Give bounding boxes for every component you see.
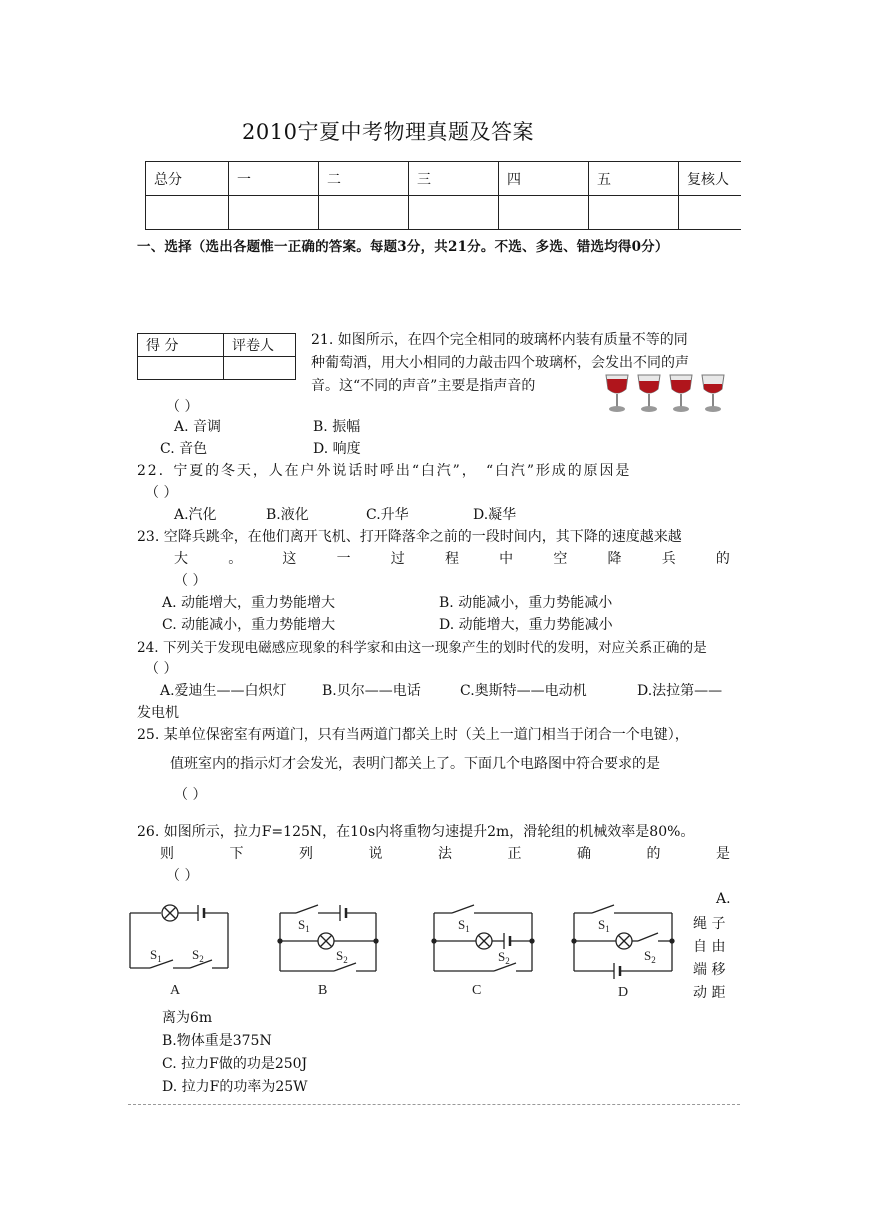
q25-line2: 值班室内的指示灯才会发光，表明门都关上了。下面几个电路图中符合要求的是: [170, 756, 660, 772]
circuit-a-s2: S: [192, 947, 200, 962]
q22-option-d: D.凝华: [473, 507, 517, 523]
q26-line1: 26. 如图所示，拉力F=125N，在10s内将重物匀速提升2m，滑轮组的机械效率是80%。: [137, 824, 695, 840]
score-cell: [679, 196, 742, 230]
grader-cell: [138, 357, 224, 380]
score-header-3: 三: [409, 162, 499, 196]
q21-paren: （ ）: [166, 399, 199, 415]
q26-option-b: B.物体重是375N: [162, 1033, 272, 1049]
circuit-b-s1: S: [298, 917, 306, 932]
q26-option-a-side-1: 绳 子: [693, 916, 726, 932]
q26-word: 确: [577, 846, 591, 862]
q26-option-a-side-2: 自 由: [693, 939, 726, 955]
svg-text:S1: $S_1$: [150, 947, 162, 964]
q26-word: 列: [299, 846, 313, 862]
q22-option-a: A.汽化: [174, 507, 217, 523]
q21-option-b: B. 振幅: [313, 419, 361, 435]
q26-word: 法: [438, 846, 452, 862]
circuit-b: [278, 905, 378, 998]
grader-table: [137, 333, 296, 380]
q26-word: 是: [716, 846, 730, 862]
q21-option-d: D. 响度: [313, 441, 361, 457]
q24-option-c: C.奥斯特——电动机: [460, 683, 587, 699]
score-cell: [589, 196, 679, 230]
score-table-header-row: [146, 162, 742, 196]
score-cell: [146, 196, 229, 230]
q26-option-c: C. 拉力F做的功是250J: [162, 1056, 308, 1072]
wine-glass-4: [702, 375, 724, 412]
switch-s1-icon: [592, 905, 614, 913]
score-header-reviewer: 复核人: [679, 162, 742, 196]
q22-line1: 22. 宁夏的冬天，人在户外说话时呼出“白汽”， “白汽”形成的原因是: [137, 463, 632, 479]
svg-text:S2: $S_2$: [644, 948, 656, 965]
q23-word: 。: [228, 551, 243, 567]
score-header-5: 五: [589, 162, 679, 196]
q24-option-d: D.法拉第——: [637, 683, 723, 699]
svg-text:S1: $S_1$: [458, 917, 470, 934]
wine-glass-1: [606, 375, 628, 412]
circuit-label-a: A: [170, 983, 181, 998]
q26-option-d: D. 拉力F的功率为25W: [162, 1079, 308, 1095]
wine-glass-3: [670, 375, 692, 412]
circuit-d: [572, 905, 674, 1000]
q24-option-a: A.爱迪生——白炽灯: [160, 683, 287, 699]
grader-header-score: 得 分: [138, 334, 224, 357]
q23-word: 降: [607, 551, 622, 567]
circuit-a-s1: S: [150, 947, 158, 962]
svg-text:S2: $S_2$: [498, 949, 510, 966]
q23-word: 中: [499, 551, 514, 567]
q26-word: 下: [229, 846, 244, 862]
grader-cell: [224, 357, 296, 380]
q23-word: 程: [444, 551, 459, 567]
switch-s1-icon: [296, 905, 318, 913]
grader-header-grader: 评卷人: [224, 334, 296, 357]
q24-paren: （ ）: [145, 661, 178, 677]
q23-word: 大: [174, 551, 188, 567]
q26-option-a-side-0: A.: [716, 891, 731, 907]
score-table: [145, 161, 741, 230]
q24-option-d-cont: 发电机: [137, 705, 179, 721]
q26-option-a-cont: 离为6m: [162, 1010, 213, 1026]
q23-option-d: D. 动能增大，重力势能减小: [439, 617, 613, 633]
q26-option-a-side-4: 动 距: [693, 985, 726, 1001]
q23-word: 一: [336, 551, 351, 567]
q21-line1: 21. 如图所示，在四个完全相同的玻璃杯内装有质量不等的同: [311, 332, 688, 348]
q21-line3: 音。这“不同的声音”主要是指声音的: [311, 378, 536, 394]
q23-paren: （ ）: [174, 573, 207, 589]
score-cell: [409, 196, 499, 230]
circuit-a: [130, 905, 228, 998]
score-cell: [319, 196, 409, 230]
circuit-b-s2: S: [336, 948, 344, 963]
q26-word: 则: [160, 846, 174, 862]
q26-word: 说: [368, 846, 383, 862]
svg-text:S1: $S_1$: [598, 917, 610, 934]
svg-text:S2: $S_2$: [336, 948, 348, 965]
wine-glasses-image: [604, 373, 726, 415]
score-header-4: 四: [499, 162, 589, 196]
q23-line2: [174, 548, 730, 568]
q21-option-c: C. 音色: [160, 441, 208, 457]
q22-option-c: C.升华: [366, 507, 409, 523]
switch-s2-icon: [638, 933, 658, 941]
q23-word: 过: [390, 551, 405, 567]
q23-option-b: B. 动能减小，重力势能减小: [439, 595, 613, 611]
section-heading: 一、选择（选出各题惟一正确的答案。每题3分，共21分。不选、多选、错选均得0分）: [137, 239, 669, 255]
circuit-diagrams: [128, 893, 680, 1005]
q26-paren: （ ）: [166, 868, 199, 884]
q23-word: 兵: [661, 551, 676, 567]
score-header-1: 一: [229, 162, 319, 196]
q23-word: 空: [553, 551, 568, 567]
q26-word: 正: [507, 846, 522, 862]
q23-line1: 23. 空降兵跳伞，在他们离开飞机、打开降落伞之前的一段时间内，其下降的速度越来越: [137, 529, 682, 545]
score-table-empty-row: [146, 196, 742, 230]
page-divider: [128, 1104, 740, 1105]
circuit-d-s1: S: [598, 917, 606, 932]
switch-s1-icon: [452, 905, 474, 913]
q23-option-c: C. 动能减小，重力势能增大: [162, 617, 336, 633]
score-header-total: 总分: [146, 162, 229, 196]
q26-option-a-side-3: 端 移: [693, 962, 726, 978]
score-header-2: 二: [319, 162, 409, 196]
q23-word: 这: [282, 551, 297, 567]
q23-word: 的: [715, 551, 730, 567]
circuit-label-c: C: [472, 983, 482, 998]
page-title: 2010宁夏中考物理真题及答案: [242, 120, 534, 144]
wine-glass-2: [638, 375, 660, 412]
q25-line1: 25. 某单位保密室有两道门，只有当两道门都关上时（关上一道门相当于闭合一个电键），: [137, 727, 689, 743]
q21-line2: 种葡萄酒，用大小相同的力敲击四个玻璃杯，会发出不同的声: [311, 355, 689, 371]
circuit-c-s1: S: [458, 917, 466, 932]
svg-text:S1: $S_1$: [298, 917, 310, 934]
q24-option-b: B.贝尔——电话: [322, 683, 421, 699]
q26-line2: [160, 843, 730, 863]
circuit-label-d: D: [618, 985, 629, 1000]
q26-word: 的: [646, 846, 661, 862]
q25-paren: （ ）: [174, 787, 207, 803]
q22-option-b: B.液化: [266, 507, 309, 523]
svg-text:S2: $S_2$: [192, 947, 204, 964]
circuit-c-s2: S: [498, 949, 506, 964]
q23-option-a: A. 动能增大，重力势能增大: [162, 595, 336, 611]
circuit-label-b: B: [318, 983, 328, 998]
circuit-d-s2: S: [644, 948, 652, 963]
q21-option-a: A. 音调: [174, 419, 222, 435]
circuit-c: [432, 905, 534, 998]
score-cell: [229, 196, 319, 230]
score-cell: [499, 196, 589, 230]
q22-paren: （ ）: [145, 485, 178, 501]
q24-line1: 24. 下列关于发现电磁感应现象的科学家和由这一现象产生的划时代的发明，对应关系正确的是: [137, 640, 707, 656]
